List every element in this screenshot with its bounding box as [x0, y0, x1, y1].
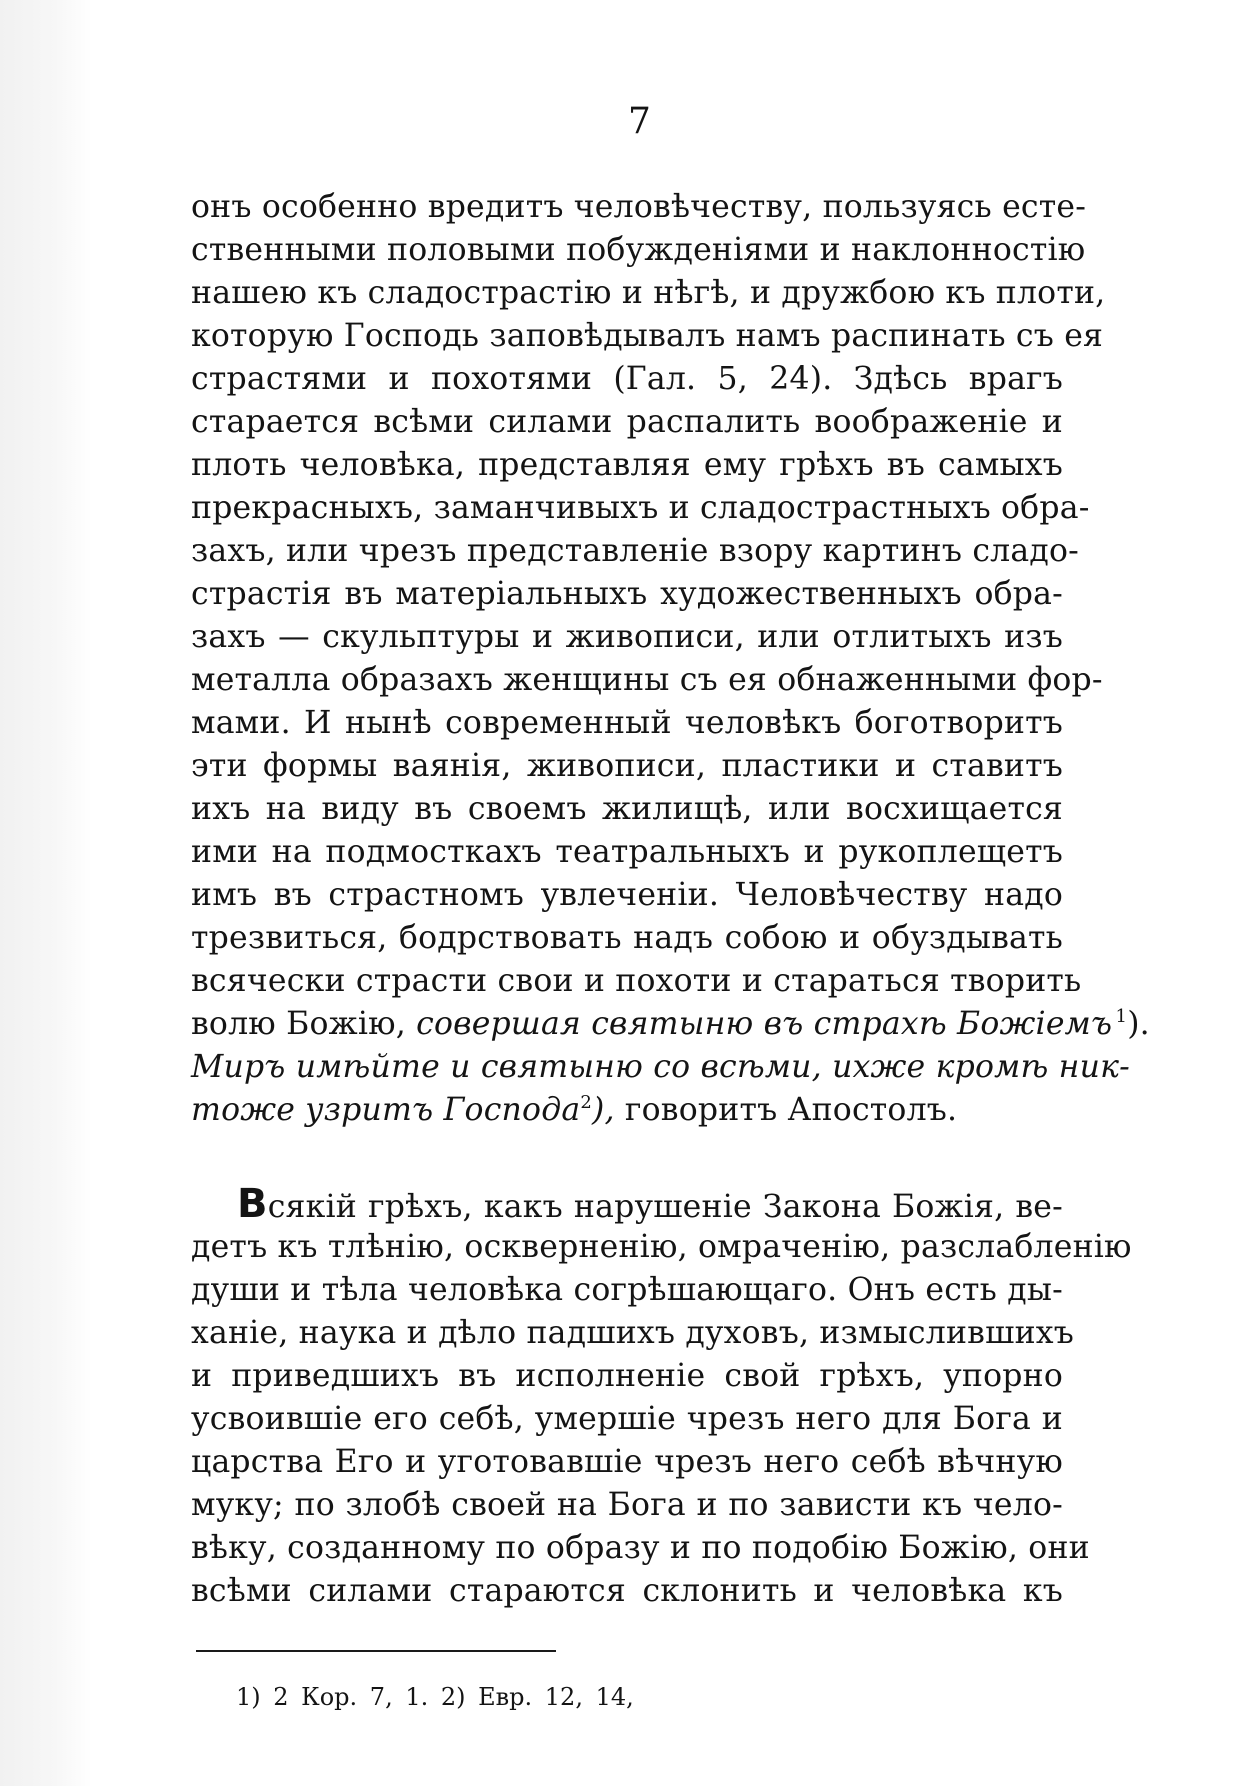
text-line: страстія въ матеріальныхъ художественныхъ обра-	[191, 576, 1063, 612]
text-line: всячески страсти свои и похоти и стараться творить	[191, 963, 1082, 999]
text-line: ственными половыми побужденіями и наклонностію	[191, 232, 1086, 268]
page-number: 7	[628, 101, 651, 142]
paragraph-1	[191, 186, 1150, 1132]
scripture-quote: совершая святыню въ страхѣ Божіемъ	[416, 1006, 1113, 1042]
text-line: мами. И нынѣ современный человѣкъ боготворитъ	[191, 705, 1063, 741]
text-line: старается всѣми силами распалить воображеніе и	[191, 404, 1063, 440]
text-line: онъ особенно вредитъ человѣчеству, пользуясь есте-	[191, 189, 1087, 225]
text-line: ихъ на виду въ своемъ жилищѣ, или восхищается	[191, 791, 1063, 827]
text-line: плоть человѣка, представляя ему грѣхъ въ самыхъ	[191, 447, 1063, 483]
text-line: трезвиться, бодрствовать надъ собою и обуздывать	[191, 920, 1063, 956]
text-line: прекрасныхъ, заманчивыхъ и сладострастныхъ обра-	[191, 490, 1090, 526]
text-line: души и тѣла человѣка согрѣшающаго. Онъ есть ды-	[191, 1272, 1063, 1308]
text-line: царства Его и уготовавшіе чрезъ него себѣ вѣчную	[191, 1444, 1063, 1480]
text-line: захъ, или чрезъ представленіе взору картинъ сладо-	[191, 533, 1079, 569]
paragraph-2	[191, 1181, 1132, 1613]
quote-close: ),	[592, 1092, 615, 1128]
page-edge-shadow	[0, 0, 92, 1786]
footnote-ref-1: 1	[1115, 1006, 1128, 1027]
scripture-quote: тоже узритъ Господа	[191, 1092, 581, 1128]
footnotes: 1) 2 Кор. 7, 1. 2) Евр. 12, 14,	[236, 1683, 634, 1711]
text-line-first	[191, 1183, 1063, 1226]
text-line: имъ въ страстномъ увлеченіи. Человѣчеству надо	[191, 877, 1063, 913]
scripture-quote: Миръ имѣйте и святыню со всѣми, ихже кромѣ ник-	[191, 1049, 1130, 1085]
text-line: детъ къ тлѣнію, оскверненію, омраченію, разслабленію	[191, 1229, 1132, 1265]
text-line: ханіе, наука и дѣло падшихъ духовъ, измыслившихъ	[191, 1315, 1075, 1351]
text-line-quote-end	[191, 1089, 1063, 1132]
text-line: усвоившіе его себѣ, умершіе чрезъ него для Бога и	[191, 1401, 1063, 1437]
text-line: всѣми силами стараются склонить и человѣка къ	[191, 1573, 1063, 1609]
text-line: эти формы ваянія, живописи, пластики и ставитъ	[191, 748, 1063, 784]
text-line: которую Господь заповѣдывалъ намъ распинать съ ея	[191, 318, 1104, 354]
text-line: муку; по злобѣ своей на Бога и по зависти къ чело-	[191, 1487, 1063, 1523]
text-line: металла образахъ женщины съ ея обнаженными фор-	[191, 662, 1103, 698]
line-start-text: волю Божію,	[191, 1006, 417, 1042]
first-line-text: сякій грѣхъ, какъ нарушеніе Закона Божія, ве-	[267, 1189, 1063, 1225]
text-line: нашею къ сладострастію и нѣгѣ, и дружбою къ плоти,	[191, 275, 1106, 311]
footnote-separator	[196, 1650, 556, 1652]
footnote-ref-2: 2	[580, 1092, 592, 1113]
attribution-text: говоритъ Апостолъ.	[614, 1092, 958, 1128]
text-line: вѣку, созданному по образу и по подобію Божію, они	[191, 1530, 1090, 1566]
line-end-text: ).	[1127, 1006, 1150, 1042]
text-line: захъ — скульптуры и живописи, или отлитыхъ изъ	[191, 619, 1063, 655]
text-line: ими на подмосткахъ театральныхъ и рукоплещетъ	[191, 834, 1063, 870]
text-line-with-quote	[191, 1003, 1150, 1046]
text-line: страстями и похотями (Гал. 5, 24). Здѣсь врагъ	[191, 361, 1063, 397]
text-line: и приведшихъ въ исполненіе свой грѣхъ, упорно	[191, 1358, 1063, 1394]
initial-letter: В	[237, 1181, 268, 1227]
text-line-quote	[191, 1046, 1130, 1089]
